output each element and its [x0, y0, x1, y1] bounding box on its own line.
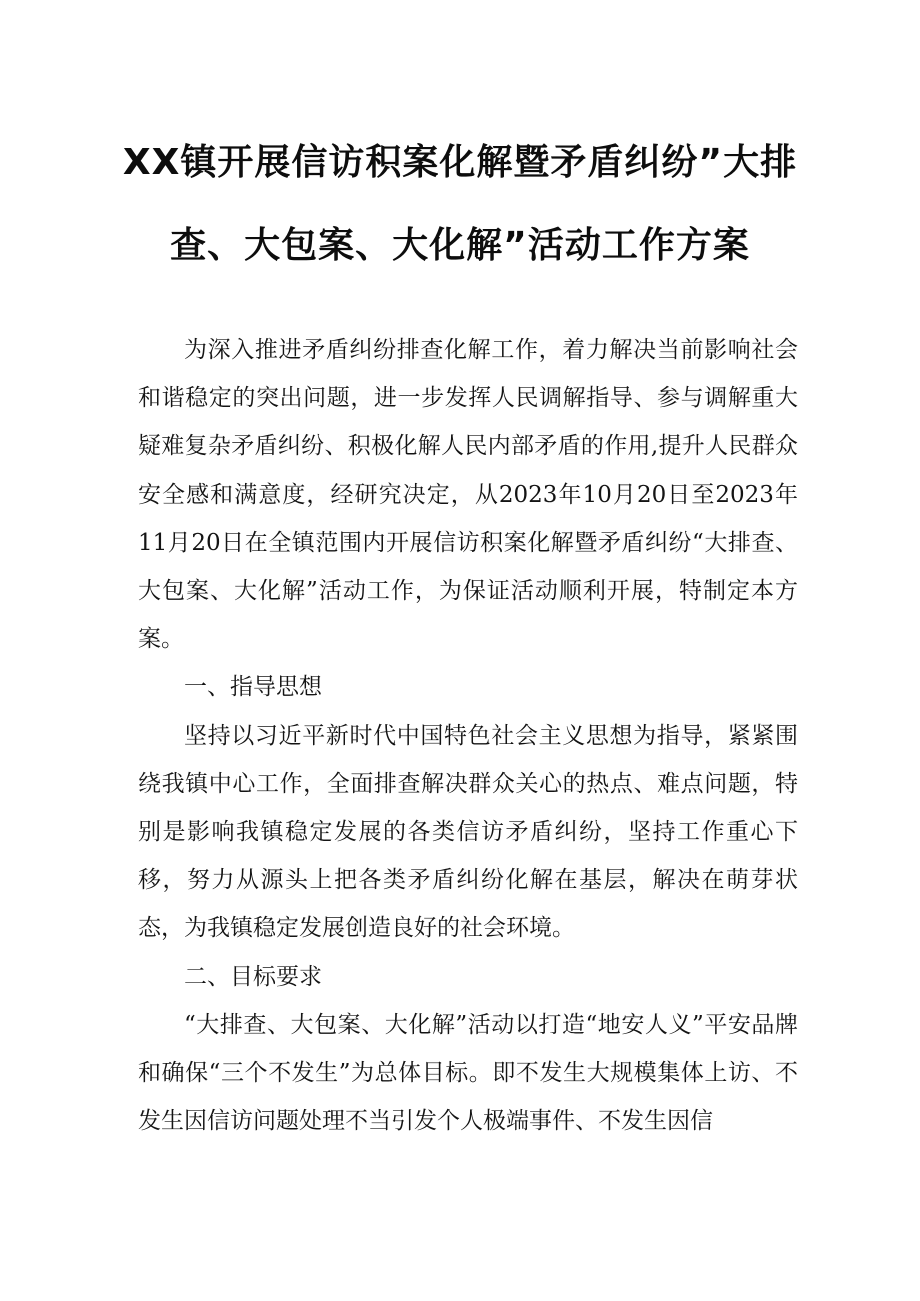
intro-paragraph: 为深入推进矛盾纠纷排查化解工作，着力解决当前影响社会和谐稳定的突出问题，进一步发挥人民调解指导、参与调解重大疑难复杂矛盾纠纷、积极化解人民内部矛盾的作用,提升人民群众安全感和满意度，经研究决定，从2023年10月20日至2023年11月20日在全镇范围内开展信访积案化解暨矛盾纠纷“大排查、大包案、大化解”活动工作，为保证活动顺利开展，特制定本方案。	[138, 337, 798, 653]
document-title-line-2: 查、大包案、大化解”活动工作方案	[170, 225, 750, 266]
document-body	[138, 326, 798, 1145]
guiding-thought-paragraph: 坚持以习近平新时代中国特色社会主义思想为指导，紧紧围绕我镇中心工作，全面排查解决群众关心的热点、难点问题，特别是影响我镇稳定发展的各类信访矛盾纠纷，坚持工作重心下移，努力从源头上把各类矛盾纠纷化解在基层，解决在萌芽状态，为我镇稳定发展创造良好的社会环境。	[138, 722, 798, 942]
document-title-line-1: XX镇开展信访积案化解暨矛盾纠纷”大排	[122, 142, 798, 183]
section-heading-guiding-thought: 一、指导思想	[184, 674, 322, 701]
goals-paragraph: “大排查、大包案、大化解”活动以打造“地安人义”平安品牌和确保“三个不发生”为总体目标。即不发生大规模集体上访、不发生因信访问题处理不当引发个人极端事件、不发生因信	[138, 1011, 798, 1135]
section-heading-goals: 二、目标要求	[184, 963, 322, 990]
